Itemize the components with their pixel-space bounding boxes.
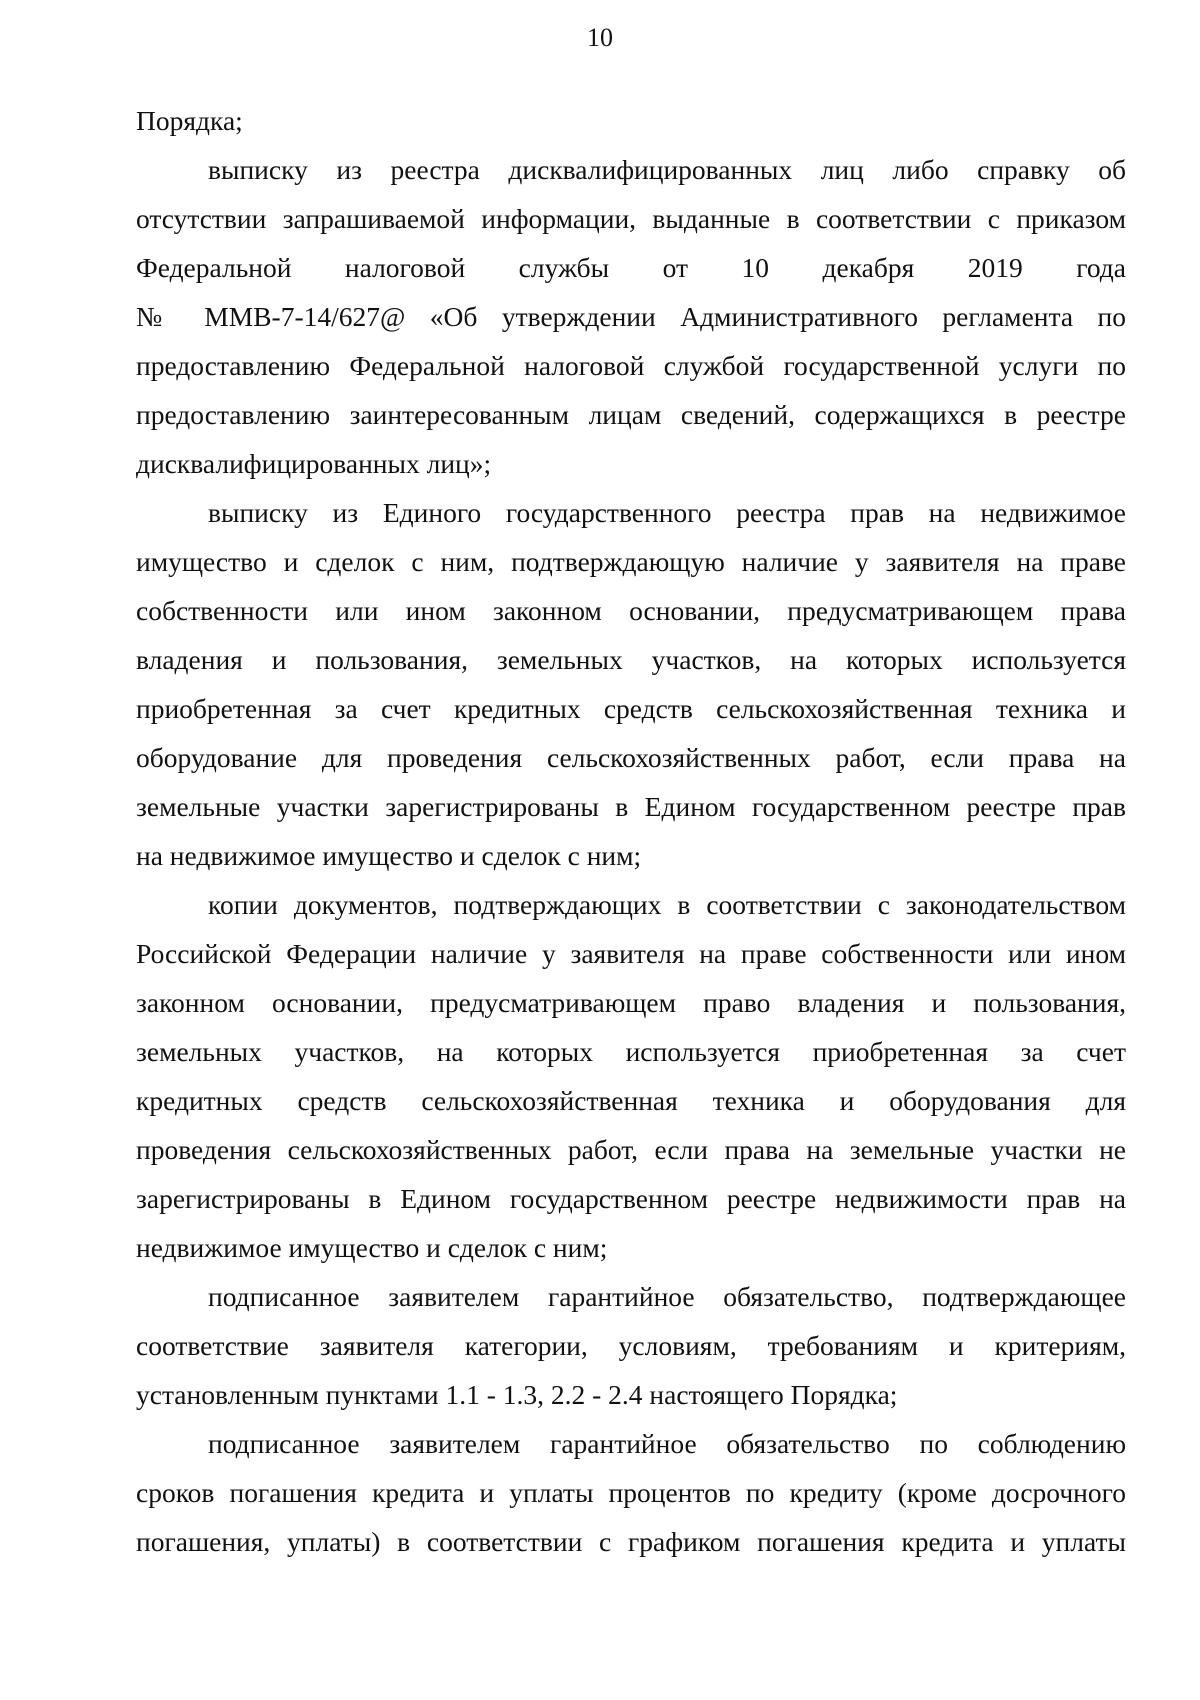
text-line: законном основании, предусматривающем право владения и пользования, xyxy=(136,987,1126,1018)
paragraph-last-line: дисквалифицированных лиц»; xyxy=(136,448,492,479)
text-line: Федеральной налоговой службы от 10 декабря 2019 года xyxy=(136,252,1126,283)
text-line: земельные участки зарегистрированы в Едином государственном реестре прав xyxy=(136,791,1126,822)
paragraph-last-line: установленным пунктами 1.1 - 1.3, 2.2 - 2.4 настоящего Порядка; xyxy=(136,1379,898,1410)
text-line: сроков погашения кредита и уплаты процентов по кредиту (кроме досрочного xyxy=(136,1477,1126,1508)
paragraph-first-line-document-copies: копии документов, подтверждающих в соответствии с законодательством xyxy=(208,889,1126,920)
text-line: отсутствии запрашиваемой информации, выданные в соответствии с приказом xyxy=(136,203,1126,234)
text-line: предоставлению Федеральной налоговой службой государственной услуги по xyxy=(136,350,1126,381)
paragraph-last-line: недвижимое имущество и сделок с ним; xyxy=(136,1232,608,1263)
paragraph-first-line-property-register-extract: выписку из Единого государственного реестра прав на недвижимое xyxy=(208,497,1126,528)
text-line: собственности или ином законном основании, предусматривающем права xyxy=(136,595,1126,626)
text-line: приобретенная за счет кредитных средств сельскохозяйственная техника и xyxy=(136,693,1126,724)
text-line: земельных участков, на которых используется приобретенная за счет xyxy=(136,1036,1126,1067)
text-line: имущество и сделок с ним, подтверждающую наличие у заявителя на праве xyxy=(136,546,1126,577)
document-body xyxy=(136,96,1126,1566)
text-line-continuation: Порядка; xyxy=(136,105,243,136)
paragraph-first-line-disqualified-extract: выписку из реестра дисквалифицированных лиц либо справку об xyxy=(208,154,1126,185)
text-line: кредитных средств сельскохозяйственная техника и оборудования для xyxy=(136,1085,1126,1116)
text-line: зарегистрированы в Едином государственном реестре недвижимости прав на xyxy=(136,1183,1126,1214)
text-line: владения и пользования, земельных участков, на которых используется xyxy=(136,644,1126,675)
text-line: оборудование для проведения сельскохозяйственных работ, если права на xyxy=(136,742,1126,773)
text-line: № ММВ-7-14/627@ «Об утверждении Административного регламента по xyxy=(136,301,1126,332)
text-line: погашения, уплаты) в соответствии с графиком погашения кредита и уплаты xyxy=(136,1526,1126,1557)
text-line: Российской Федерации наличие у заявителя на праве собственности или ином xyxy=(136,938,1126,969)
paragraph-last-line: на недвижимое имущество и сделок с ним; xyxy=(136,840,642,871)
paragraph-first-line-repayment-guarantee: подписанное заявителем гарантийное обязательство по соблюдению xyxy=(208,1428,1126,1459)
text-line: предоставлению заинтересованным лицам сведений, содержащихся в реестре xyxy=(136,399,1126,430)
text-line: соответствие заявителя категории, условиям, требованиям и критериям, xyxy=(136,1330,1126,1361)
text-line: проведения сельскохозяйственных работ, если права на земельные участки не xyxy=(136,1134,1126,1165)
page-number: 10 xyxy=(587,23,613,52)
paragraph-first-line-compliance-guarantee: подписанное заявителем гарантийное обязательство, подтверждающее xyxy=(208,1281,1126,1312)
